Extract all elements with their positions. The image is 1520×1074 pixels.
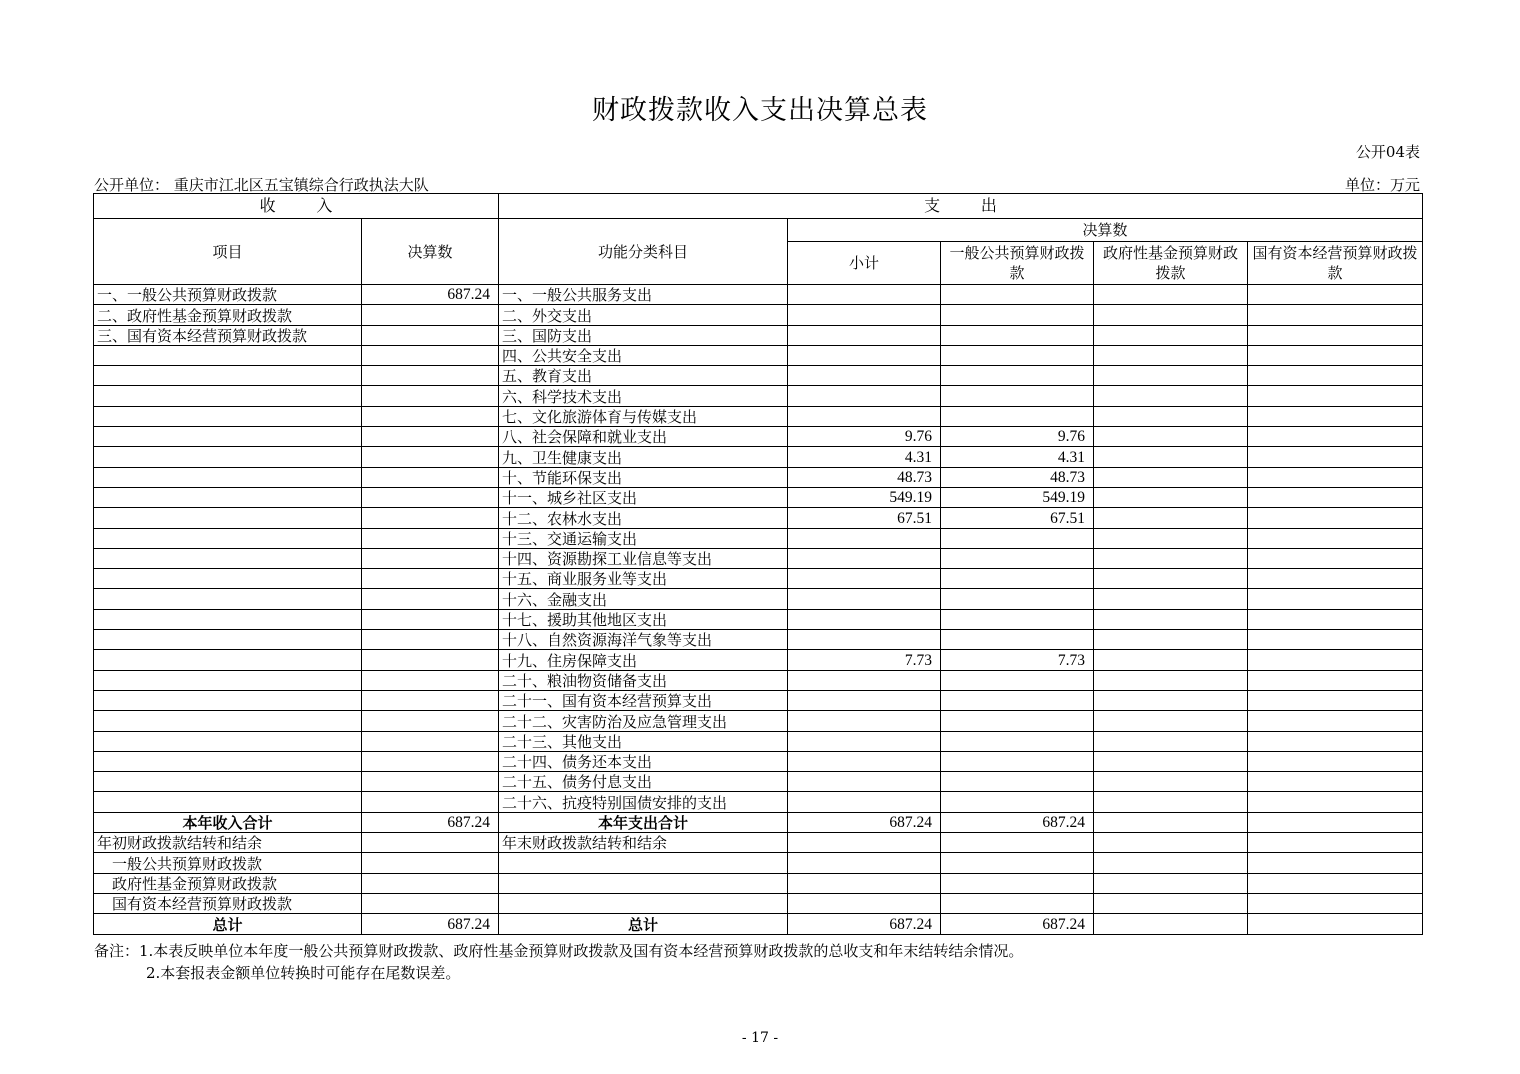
general-budget-cell bbox=[941, 406, 1094, 426]
income-amount bbox=[362, 630, 499, 650]
expense-subject: 十二、农林水支出 bbox=[499, 508, 788, 528]
gov-fund-cell bbox=[1094, 366, 1248, 386]
gov-fund-cell bbox=[1094, 630, 1248, 650]
income-item bbox=[94, 487, 362, 507]
subtotal-cell: 48.73 bbox=[788, 467, 941, 487]
income-amount bbox=[362, 569, 499, 589]
general-budget-cell: 4.31 bbox=[941, 447, 1094, 467]
expense-subject: 五、教育支出 bbox=[499, 366, 788, 386]
empty-cell bbox=[788, 833, 941, 853]
income-item bbox=[94, 467, 362, 487]
general-budget-cell: 67.51 bbox=[941, 508, 1094, 528]
income-item: 二、政府性基金预算财政拨款 bbox=[94, 305, 362, 325]
empty-cell bbox=[788, 873, 941, 893]
table-row bbox=[94, 670, 1423, 690]
empty-cell bbox=[1094, 853, 1248, 873]
total-income-label: 本年收入合计 bbox=[94, 812, 362, 832]
subtotal-cell bbox=[788, 548, 941, 568]
subtotal-cell bbox=[788, 690, 941, 710]
income-item bbox=[94, 792, 362, 812]
empty-cell bbox=[941, 893, 1094, 913]
income-item bbox=[94, 528, 362, 548]
income-item bbox=[94, 751, 362, 771]
general-budget-cell bbox=[941, 731, 1094, 751]
total-subtotal: 687.24 bbox=[788, 812, 941, 832]
income-item bbox=[94, 345, 362, 365]
empty-cell bbox=[1248, 873, 1423, 893]
empty-cell bbox=[1094, 893, 1248, 913]
income-amount bbox=[362, 406, 499, 426]
income-amount bbox=[362, 731, 499, 751]
expense-subject: 六、科学技术支出 bbox=[499, 386, 788, 406]
income-amount bbox=[362, 386, 499, 406]
table-row bbox=[94, 366, 1423, 386]
state-capital-cell bbox=[1248, 447, 1423, 467]
final-amount-header: 决算数 bbox=[788, 219, 1423, 242]
gov-fund-cell bbox=[1094, 285, 1248, 305]
expense-subject: 十七、援助其他地区支出 bbox=[499, 609, 788, 629]
income-amount bbox=[362, 508, 499, 528]
income-item bbox=[94, 569, 362, 589]
expense-subject: 二、外交支出 bbox=[499, 305, 788, 325]
table-row bbox=[94, 386, 1423, 406]
expense-subject: 二十五、债务付息支出 bbox=[499, 772, 788, 792]
expense-subject: 十五、商业服务业等支出 bbox=[499, 569, 788, 589]
gov-fund-cell bbox=[1094, 508, 1248, 528]
income-amount bbox=[362, 528, 499, 548]
income-header: 收 入 bbox=[94, 194, 499, 219]
state-capital-cell bbox=[1248, 548, 1423, 568]
carryover-expense bbox=[499, 853, 788, 873]
table-row bbox=[94, 345, 1423, 365]
income-item bbox=[94, 609, 362, 629]
subtotal-cell bbox=[788, 589, 941, 609]
total-gov-fund bbox=[1094, 914, 1248, 934]
expense-subject: 八、社会保障和就业支出 bbox=[499, 427, 788, 447]
general-budget-cell: 549.19 bbox=[941, 487, 1094, 507]
income-amount bbox=[362, 305, 499, 325]
carryover-item: 年初财政拨款结转和结余 bbox=[94, 833, 362, 853]
table-row bbox=[94, 487, 1423, 507]
empty-cell bbox=[941, 873, 1094, 893]
state-capital-cell bbox=[1248, 690, 1423, 710]
general-budget-cell bbox=[941, 386, 1094, 406]
state-capital-cell bbox=[1248, 792, 1423, 812]
general-budget-cell bbox=[941, 305, 1094, 325]
gov-fund-header: 政府性基金预算财政拨款 bbox=[1094, 242, 1248, 285]
income-item: 三、国有资本经营预算财政拨款 bbox=[94, 325, 362, 345]
form-number: 公开04表 bbox=[1355, 143, 1420, 161]
general-budget-cell bbox=[941, 690, 1094, 710]
carryover-amount bbox=[362, 873, 499, 893]
carryover-expense bbox=[499, 893, 788, 913]
carryover-expense: 年末财政拨款结转和结余 bbox=[499, 833, 788, 853]
gov-fund-cell bbox=[1094, 569, 1248, 589]
empty-cell bbox=[788, 853, 941, 873]
gov-fund-cell bbox=[1094, 711, 1248, 731]
total-state-capital bbox=[1248, 914, 1423, 934]
subtotal-cell bbox=[788, 366, 941, 386]
state-capital-cell bbox=[1248, 325, 1423, 345]
table-row bbox=[94, 589, 1423, 609]
total-gov-fund bbox=[1094, 812, 1248, 832]
subtotal-header: 小计 bbox=[788, 242, 941, 285]
expense-subject: 十九、住房保障支出 bbox=[499, 650, 788, 670]
subtotal-cell bbox=[788, 406, 941, 426]
income-amount bbox=[362, 487, 499, 507]
total-general-budget: 687.24 bbox=[941, 914, 1094, 934]
table-row bbox=[94, 467, 1423, 487]
carryover-row bbox=[94, 893, 1423, 913]
annual-total-row bbox=[94, 812, 1423, 832]
table-row bbox=[94, 285, 1423, 305]
state-capital-header: 国有资本经营预算财政拨款 bbox=[1248, 242, 1423, 285]
table-row bbox=[94, 325, 1423, 345]
expense-subject: 二十一、国有资本经营预算支出 bbox=[499, 690, 788, 710]
state-capital-cell bbox=[1248, 609, 1423, 629]
func-subject-header: 功能分类科目 bbox=[499, 219, 788, 285]
empty-cell bbox=[1094, 873, 1248, 893]
general-budget-cell bbox=[941, 325, 1094, 345]
income-item bbox=[94, 772, 362, 792]
general-budget-cell bbox=[941, 751, 1094, 771]
general-budget-header: 一般公共预算财政拨款 bbox=[941, 242, 1094, 285]
gov-fund-cell bbox=[1094, 609, 1248, 629]
general-budget-cell bbox=[941, 589, 1094, 609]
subtotal-cell bbox=[788, 386, 941, 406]
gov-fund-cell bbox=[1094, 325, 1248, 345]
income-amount bbox=[362, 467, 499, 487]
state-capital-cell bbox=[1248, 731, 1423, 751]
table-row bbox=[94, 751, 1423, 771]
expense-subject: 十四、资源勘探工业信息等支出 bbox=[499, 548, 788, 568]
budget-table bbox=[93, 193, 1423, 935]
subtotal-cell: 7.73 bbox=[788, 650, 941, 670]
table-row bbox=[94, 792, 1423, 812]
grand-total-row bbox=[94, 914, 1423, 934]
subtotal-cell bbox=[788, 630, 941, 650]
state-capital-cell bbox=[1248, 366, 1423, 386]
table-row bbox=[94, 447, 1423, 467]
expense-header: 支 出 bbox=[499, 194, 1423, 219]
item-header: 项目 bbox=[94, 219, 362, 285]
income-amount bbox=[362, 751, 499, 771]
notes bbox=[94, 940, 1023, 984]
gov-fund-cell bbox=[1094, 690, 1248, 710]
note-1: 备注：1.本表反映单位本年度一般公共预算财政拨款、政府性基金预算财政拨款及国有资本经营预算财政拨款的总收支和年末结转结余情况。 bbox=[94, 942, 1024, 960]
table-row bbox=[94, 569, 1423, 589]
general-budget-cell bbox=[941, 528, 1094, 548]
reporting-unit: 公开单位： 重庆市江北区五宝镇综合行政执法大队 bbox=[94, 176, 429, 194]
table-row bbox=[94, 630, 1423, 650]
page-number: - 17 - bbox=[741, 1030, 779, 1046]
general-budget-cell bbox=[941, 366, 1094, 386]
state-capital-cell bbox=[1248, 751, 1423, 771]
income-amount bbox=[362, 609, 499, 629]
table-row bbox=[94, 508, 1423, 528]
subtotal-cell: 67.51 bbox=[788, 508, 941, 528]
gov-fund-cell bbox=[1094, 792, 1248, 812]
state-capital-cell bbox=[1248, 630, 1423, 650]
table-row bbox=[94, 711, 1423, 731]
table-row bbox=[94, 528, 1423, 548]
income-item bbox=[94, 548, 362, 568]
gov-fund-cell bbox=[1094, 406, 1248, 426]
income-amount bbox=[362, 427, 499, 447]
general-budget-cell bbox=[941, 569, 1094, 589]
table-row bbox=[94, 609, 1423, 629]
table-row bbox=[94, 690, 1423, 710]
income-item: 一、一般公共预算财政拨款 bbox=[94, 285, 362, 305]
gov-fund-cell bbox=[1094, 650, 1248, 670]
table-row bbox=[94, 731, 1423, 751]
income-item bbox=[94, 508, 362, 528]
gov-fund-cell bbox=[1094, 427, 1248, 447]
subtotal-cell bbox=[788, 305, 941, 325]
total-general-budget: 687.24 bbox=[941, 812, 1094, 832]
income-amount bbox=[362, 447, 499, 467]
income-item bbox=[94, 670, 362, 690]
expense-subject: 十八、自然资源海洋气象等支出 bbox=[499, 630, 788, 650]
gov-fund-cell bbox=[1094, 589, 1248, 609]
expense-subject: 二十四、债务还本支出 bbox=[499, 751, 788, 771]
general-budget-cell bbox=[941, 772, 1094, 792]
note-2: 2.本套报表金额单位转换时可能存在尾数误差。 bbox=[146, 964, 461, 982]
subtotal-cell bbox=[788, 345, 941, 365]
subtotal-cell bbox=[788, 609, 941, 629]
gov-fund-cell bbox=[1094, 751, 1248, 771]
table-row bbox=[94, 305, 1423, 325]
state-capital-cell bbox=[1248, 487, 1423, 507]
total-expense-label: 本年支出合计 bbox=[499, 812, 788, 832]
table-row bbox=[94, 548, 1423, 568]
total-subtotal: 687.24 bbox=[788, 914, 941, 934]
general-budget-cell bbox=[941, 792, 1094, 812]
table-row bbox=[94, 406, 1423, 426]
expense-subject: 十三、交通运输支出 bbox=[499, 528, 788, 548]
gov-fund-cell bbox=[1094, 548, 1248, 568]
income-item bbox=[94, 386, 362, 406]
income-amount bbox=[362, 589, 499, 609]
gov-fund-cell bbox=[1094, 447, 1248, 467]
gov-fund-cell bbox=[1094, 487, 1248, 507]
income-item bbox=[94, 406, 362, 426]
state-capital-cell bbox=[1248, 386, 1423, 406]
carryover-row bbox=[94, 853, 1423, 873]
income-item bbox=[94, 447, 362, 467]
empty-cell bbox=[1248, 833, 1423, 853]
empty-cell bbox=[788, 893, 941, 913]
income-amount bbox=[362, 670, 499, 690]
state-capital-cell bbox=[1248, 285, 1423, 305]
carryover-item: 政府性基金预算财政拨款 bbox=[94, 873, 362, 893]
expense-subject: 二十六、抗疫特别国债安排的支出 bbox=[499, 792, 788, 812]
state-capital-cell bbox=[1248, 305, 1423, 325]
expense-subject: 九、卫生健康支出 bbox=[499, 447, 788, 467]
state-capital-cell bbox=[1248, 427, 1423, 447]
subtotal-cell bbox=[788, 670, 941, 690]
expense-subject: 十六、金融支出 bbox=[499, 589, 788, 609]
table-row bbox=[94, 772, 1423, 792]
expense-subject: 二十、粮油物资储备支出 bbox=[499, 670, 788, 690]
subtotal-cell bbox=[788, 285, 941, 305]
general-budget-cell: 7.73 bbox=[941, 650, 1094, 670]
empty-cell bbox=[1094, 833, 1248, 853]
expense-subject: 十、节能环保支出 bbox=[499, 467, 788, 487]
income-item bbox=[94, 366, 362, 386]
income-amount bbox=[362, 345, 499, 365]
currency-unit: 单位：万元 bbox=[1344, 176, 1420, 194]
gov-fund-cell bbox=[1094, 305, 1248, 325]
gov-fund-cell bbox=[1094, 670, 1248, 690]
general-budget-cell bbox=[941, 609, 1094, 629]
page-title: 财政拨款收入支出决算总表 bbox=[592, 95, 928, 126]
state-capital-cell bbox=[1248, 406, 1423, 426]
gov-fund-cell bbox=[1094, 467, 1248, 487]
total-expense-label: 总计 bbox=[499, 914, 788, 934]
subtotal-cell bbox=[788, 569, 941, 589]
general-budget-cell bbox=[941, 670, 1094, 690]
income-amount bbox=[362, 772, 499, 792]
subtotal-cell bbox=[788, 711, 941, 731]
state-capital-cell bbox=[1248, 569, 1423, 589]
carryover-row bbox=[94, 873, 1423, 893]
state-capital-cell bbox=[1248, 670, 1423, 690]
carryover-amount bbox=[362, 853, 499, 873]
state-capital-cell bbox=[1248, 650, 1423, 670]
general-budget-cell bbox=[941, 711, 1094, 731]
income-item bbox=[94, 690, 362, 710]
state-capital-cell bbox=[1248, 467, 1423, 487]
subtotal-cell bbox=[788, 731, 941, 751]
expense-subject: 三、国防支出 bbox=[499, 325, 788, 345]
income-amount bbox=[362, 548, 499, 568]
carryover-amount bbox=[362, 893, 499, 913]
expense-subject: 二十三、其他支出 bbox=[499, 731, 788, 751]
income-item bbox=[94, 731, 362, 751]
general-budget-cell bbox=[941, 548, 1094, 568]
total-state-capital bbox=[1248, 812, 1423, 832]
table-row bbox=[94, 427, 1423, 447]
income-amount bbox=[362, 711, 499, 731]
gov-fund-cell bbox=[1094, 528, 1248, 548]
total-income-amount: 687.24 bbox=[362, 812, 499, 832]
expense-subject: 四、公共安全支出 bbox=[499, 345, 788, 365]
subtotal-cell bbox=[788, 751, 941, 771]
subtotal-cell bbox=[788, 528, 941, 548]
carryover-item: 国有资本经营预算财政拨款 bbox=[94, 893, 362, 913]
income-item bbox=[94, 711, 362, 731]
expense-subject: 七、文化旅游体育与传媒支出 bbox=[499, 406, 788, 426]
subtotal-cell bbox=[788, 792, 941, 812]
income-amount bbox=[362, 792, 499, 812]
total-income-label: 总计 bbox=[94, 914, 362, 934]
subtotal-cell: 9.76 bbox=[788, 427, 941, 447]
state-capital-cell bbox=[1248, 711, 1423, 731]
expense-subject: 二十二、灾害防治及应急管理支出 bbox=[499, 711, 788, 731]
subtotal-cell bbox=[788, 772, 941, 792]
income-item bbox=[94, 589, 362, 609]
carryover-row bbox=[94, 833, 1423, 853]
state-capital-cell bbox=[1248, 589, 1423, 609]
state-capital-cell bbox=[1248, 772, 1423, 792]
income-item bbox=[94, 630, 362, 650]
gov-fund-cell bbox=[1094, 386, 1248, 406]
empty-cell bbox=[941, 833, 1094, 853]
expense-subject: 一、一般公共服务支出 bbox=[499, 285, 788, 305]
state-capital-cell bbox=[1248, 528, 1423, 548]
state-capital-cell bbox=[1248, 508, 1423, 528]
amount-header: 决算数 bbox=[362, 219, 499, 285]
gov-fund-cell bbox=[1094, 345, 1248, 365]
expense-subject: 十一、城乡社区支出 bbox=[499, 487, 788, 507]
income-amount: 687.24 bbox=[362, 285, 499, 305]
income-amount bbox=[362, 690, 499, 710]
state-capital-cell bbox=[1248, 345, 1423, 365]
carryover-item: 一般公共预算财政拨款 bbox=[94, 853, 362, 873]
carryover-amount bbox=[362, 833, 499, 853]
table-row bbox=[94, 650, 1423, 670]
income-item bbox=[94, 650, 362, 670]
general-budget-cell: 9.76 bbox=[941, 427, 1094, 447]
subtotal-cell bbox=[788, 325, 941, 345]
general-budget-cell: 48.73 bbox=[941, 467, 1094, 487]
empty-cell bbox=[1248, 893, 1423, 913]
subtotal-cell: 549.19 bbox=[788, 487, 941, 507]
carryover-expense bbox=[499, 873, 788, 893]
general-budget-cell bbox=[941, 345, 1094, 365]
empty-cell bbox=[941, 853, 1094, 873]
total-income-amount: 687.24 bbox=[362, 914, 499, 934]
general-budget-cell bbox=[941, 630, 1094, 650]
gov-fund-cell bbox=[1094, 731, 1248, 751]
empty-cell bbox=[1248, 853, 1423, 873]
general-budget-cell bbox=[941, 285, 1094, 305]
subtotal-cell: 4.31 bbox=[788, 447, 941, 467]
income-amount bbox=[362, 325, 499, 345]
income-amount bbox=[362, 366, 499, 386]
income-item bbox=[94, 427, 362, 447]
gov-fund-cell bbox=[1094, 772, 1248, 792]
income-amount bbox=[362, 650, 499, 670]
